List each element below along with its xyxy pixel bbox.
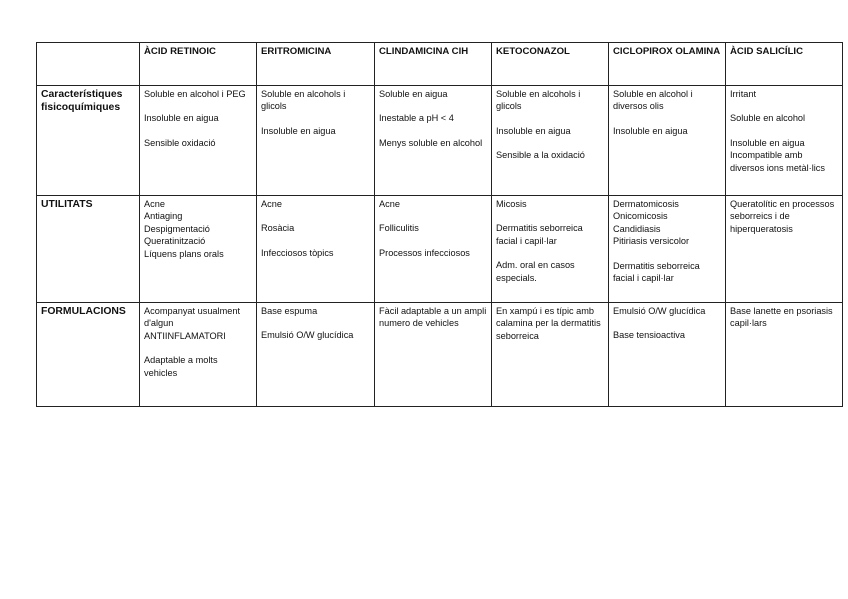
cell-spacer bbox=[379, 235, 487, 247]
cell-spacer bbox=[261, 317, 370, 329]
cell bbox=[492, 86, 609, 196]
cell-spacer bbox=[379, 100, 487, 112]
cell-line: Pitiriasis versicolor bbox=[613, 236, 690, 247]
header-eritromicina: ERITROMICINA bbox=[257, 43, 375, 86]
cell-line: Acne bbox=[379, 199, 400, 209]
header-row bbox=[37, 43, 843, 86]
cell bbox=[609, 303, 726, 407]
row-label-formulacions: FORMULACIONS bbox=[37, 303, 140, 407]
header-ciclopirox-olamina: CICLOPIROX OLAMINA bbox=[609, 43, 726, 86]
cell-line: Fàcil adaptable a un ampli numero de vehicles bbox=[379, 306, 489, 329]
cell-spacer bbox=[613, 113, 721, 125]
cell-line: Soluble en alcohol bbox=[730, 113, 806, 124]
cell-spacer bbox=[261, 210, 370, 222]
cell bbox=[140, 196, 257, 303]
cell-line: Acompanyat usualment d'algun ANTIINFLAMATORI bbox=[144, 306, 243, 341]
cell-line: Base espuma bbox=[261, 306, 318, 316]
cell bbox=[375, 303, 492, 407]
cell-line: Base lanette en psoriasis capil·lars bbox=[730, 306, 836, 329]
cell-spacer bbox=[261, 113, 370, 125]
cell-line: Queratinització bbox=[144, 236, 206, 247]
cell-line: Insoluble en aigua bbox=[613, 125, 688, 136]
cell-line: Antiaging bbox=[144, 211, 183, 222]
cell-line: Insoluble en aigua bbox=[496, 125, 571, 136]
header-acid-salicilic: ÀCID SALICÍLIC bbox=[726, 43, 843, 86]
comparison-table bbox=[36, 42, 843, 407]
cell-line: Líquens plans orals bbox=[144, 248, 224, 259]
cell-line: Emulsió O/W glucídica bbox=[261, 330, 354, 341]
cell-line: Dermatomicosis bbox=[613, 199, 679, 209]
cell-line: Adaptable a molts vehicles bbox=[144, 355, 221, 378]
header-acid-retinoic: ÀCID RETINOIC bbox=[140, 43, 257, 86]
cell-spacer bbox=[613, 248, 721, 260]
cell-line: Folliculitis bbox=[379, 223, 419, 234]
cell bbox=[140, 86, 257, 196]
cell-spacer bbox=[144, 125, 252, 137]
cell-line: Irritant bbox=[730, 89, 757, 99]
cell-line: Inestable a pH < 4 bbox=[379, 113, 454, 124]
cell-line: Insoluble en aigua bbox=[144, 113, 219, 124]
cell bbox=[492, 196, 609, 303]
cell bbox=[257, 303, 375, 407]
table-row bbox=[37, 303, 843, 407]
cell-line: Acne bbox=[144, 199, 165, 209]
cell-line: Incompatible amb diversos ions metàl·lics bbox=[730, 150, 825, 173]
cell-line: Emulsió O/W glucídica bbox=[613, 306, 706, 316]
cell-line: Micosis bbox=[496, 199, 527, 209]
row-label-caracteristiques: Característiques fisicoquímiques bbox=[37, 86, 140, 196]
cell-line: Base tensioactiva bbox=[613, 330, 686, 341]
cell bbox=[375, 196, 492, 303]
cell-spacer bbox=[496, 210, 604, 222]
cell-line: Candidiasis bbox=[613, 223, 661, 234]
cell-line: En xampú i es típic amb calamina per la dermatitis seborreica bbox=[496, 306, 604, 341]
cell bbox=[726, 86, 843, 196]
cell-line: Processos infecciosos bbox=[379, 247, 470, 258]
cell-spacer bbox=[496, 137, 604, 149]
cell-spacer bbox=[379, 125, 487, 137]
cell bbox=[375, 86, 492, 196]
cell bbox=[609, 86, 726, 196]
cell bbox=[257, 86, 375, 196]
cell-line: Soluble en alcohols i glicols bbox=[261, 89, 348, 112]
row-label-utilitats: UTILITATS bbox=[37, 196, 140, 303]
cell-spacer bbox=[613, 317, 721, 329]
header-ketoconazol: KETOCONAZOL bbox=[492, 43, 609, 86]
cell-spacer bbox=[730, 100, 838, 112]
cell-line: Onicomicosis bbox=[613, 211, 668, 222]
cell-spacer bbox=[144, 342, 252, 354]
cell-spacer bbox=[496, 247, 604, 259]
header-empty-cell bbox=[37, 43, 140, 86]
cell-spacer bbox=[261, 235, 370, 247]
cell-line: Acne bbox=[261, 199, 282, 209]
cell-line: Soluble en aigua bbox=[379, 89, 448, 99]
cell-spacer bbox=[379, 210, 487, 222]
cell-line: Dermatitis seborreica facial i capil·lar bbox=[613, 260, 703, 284]
header-clindamicina: CLINDAMICINA ClH bbox=[375, 43, 492, 86]
cell-line: Rosàcia bbox=[261, 223, 295, 234]
cell bbox=[492, 303, 609, 407]
cell-line: Queratolític en processos seborreics i de hiperqueratosis bbox=[730, 199, 837, 234]
cell-line: Soluble en alcohol i diversos olis bbox=[613, 89, 696, 112]
table-row bbox=[37, 86, 843, 196]
cell-line: Soluble en alcohol i PEG bbox=[144, 89, 246, 99]
cell bbox=[726, 196, 843, 303]
cell-line: Despigmentació bbox=[144, 223, 210, 234]
cell-line: Menys soluble en alcohol bbox=[379, 137, 483, 148]
cell-spacer bbox=[496, 113, 604, 125]
cell-spacer bbox=[144, 100, 252, 112]
cell-line: Soluble en alcohols i glicols bbox=[496, 89, 583, 112]
cell-line: Sensible a la oxidació bbox=[496, 150, 585, 161]
table-row bbox=[37, 196, 843, 303]
cell-line: Sensible oxidació bbox=[144, 137, 216, 148]
cell bbox=[609, 196, 726, 303]
cell-line: Adm. oral en casos especials. bbox=[496, 260, 578, 283]
cell-spacer bbox=[730, 125, 838, 137]
cell bbox=[726, 303, 843, 407]
cell-line: Infecciosos tòpics bbox=[261, 247, 334, 258]
cell-line: Insoluble en aigua bbox=[261, 125, 336, 136]
cell bbox=[257, 196, 375, 303]
cell-line: Insoluble en aigua bbox=[730, 137, 805, 148]
cell-line: Dermatitis seborreica facial i capil·lar bbox=[496, 223, 586, 246]
cell bbox=[140, 303, 257, 407]
